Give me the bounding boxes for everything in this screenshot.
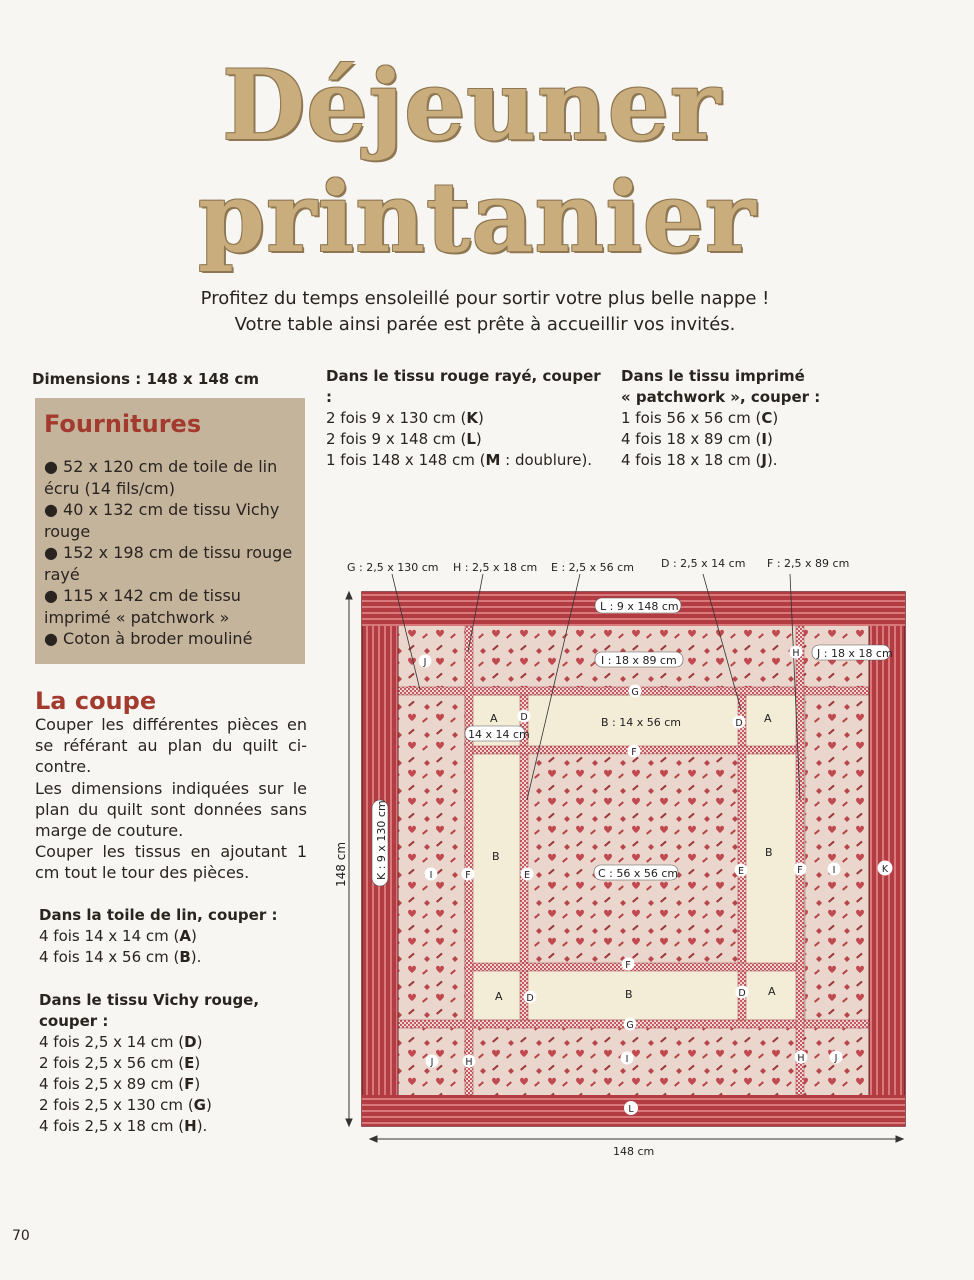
letter-a: A (490, 712, 498, 725)
page-number: 70 (12, 1228, 30, 1244)
coupe-title: La coupe (35, 687, 157, 715)
list-item: 2 fois 2,5 x 130 cm (G) (39, 1096, 212, 1114)
list-item: ● 115 x 142 cm de tissu imprimé « patchwork » (44, 586, 241, 627)
letter-b: B (765, 846, 773, 859)
list-item: 4 fois 18 x 18 cm (J). (621, 451, 778, 469)
coupe-p3: Couper les tissus en ajoutant 1 cm tout le tour des pièces. (35, 842, 307, 882)
list-item: 4 fois 14 x 56 cm (B). (39, 948, 202, 966)
list-item: 2 fois 9 x 148 cm (L) (326, 430, 482, 448)
circle-k (878, 861, 893, 876)
label-width: 148 cm (613, 1145, 655, 1158)
label-h-top: H : 2,5 x 18 cm (453, 561, 538, 574)
label-a14: 14 x 14 cm (468, 728, 530, 741)
letter-a: A (768, 985, 776, 998)
list-item: ● 52 x 120 cm de toile de lin écru (14 fils/cm) (44, 457, 278, 498)
intro-line-2: Votre table ainsi parée est prête à accueillir vos invités. (234, 314, 736, 335)
list-item: ● Coton à broder mouliné (44, 629, 253, 648)
svg-text:D: D (738, 988, 746, 999)
label-i: I : 18 x 89 cm (601, 654, 677, 667)
svg-text:I: I (832, 865, 836, 876)
svg-text:D: D (526, 993, 534, 1004)
list-item: 4 fois 2,5 x 14 cm (D) (39, 1033, 203, 1051)
list-item: 1 fois 56 x 56 cm (C) (621, 409, 779, 427)
svg-text:G: G (626, 1020, 634, 1031)
label-height: 148 cm (334, 841, 348, 887)
title-line-1: Déjeuner (222, 49, 722, 162)
label-g-top: G : 2,5 x 130 cm (347, 561, 439, 574)
circle-l (624, 1101, 638, 1115)
list-item: ● 40 x 132 cm de tissu Vichy rouge (44, 500, 280, 541)
letter-b: B (492, 850, 500, 863)
coupe-p2: Les dimensions indiquées sur le plan du quilt sont données sans marge de couture. (35, 779, 307, 840)
svg-text:J: J (834, 1053, 838, 1064)
fournitures-title: Fournitures (44, 410, 202, 438)
list-item: 1 fois 148 x 148 cm (M : doublure). (326, 451, 593, 469)
center-block-c (528, 755, 738, 965)
svg-text:E: E (523, 870, 531, 881)
list-item: 4 fois 14 x 14 cm (A) (39, 927, 197, 945)
svg-text:G: G (631, 687, 639, 698)
label-j: J : 18 x 18 cm (817, 647, 893, 660)
letter-a: A (495, 990, 503, 1003)
imprime-title-1: Dans le tissu imprimé (621, 367, 805, 385)
label-d-top: D : 2,5 x 14 cm (661, 557, 746, 570)
svg-text:E: E (737, 866, 745, 877)
strip-f-bottom (473, 963, 796, 971)
coupe-p1: Couper les différentes pièces en se référant au plan du quilt ci-contre. (35, 715, 307, 776)
svg-text:H: H (797, 1053, 805, 1064)
list-item: ● 152 x 198 cm de tissu rouge rayé (44, 543, 293, 584)
svg-text:I: I (625, 1054, 629, 1065)
list-item: 2 fois 9 x 130 cm (K) (326, 409, 484, 427)
svg-text:F: F (625, 960, 631, 971)
label-e-top: E : 2,5 x 56 cm (551, 561, 634, 574)
intro-line-1: Profitez du temps ensoleillé pour sortir votre plus belle nappe ! (200, 288, 770, 309)
list-item: 4 fois 2,5 x 89 cm (F) (39, 1075, 201, 1093)
svg-text:K: K (881, 864, 889, 875)
letter-a: A (764, 712, 772, 725)
svg-text:H: H (792, 648, 800, 659)
label-f-top: F : 2,5 x 89 cm (767, 557, 850, 570)
imprime-title-2: « patchwork », couper : (621, 388, 821, 406)
svg-text:J: J (430, 1057, 434, 1068)
dimensions: Dimensions : 148 x 148 cm (32, 370, 259, 388)
svg-text:I: I (429, 870, 433, 881)
label-c: C : 56 x 56 cm (598, 867, 679, 880)
strip-h-left (465, 626, 473, 1095)
lin-title: Dans la toile de lin, couper : (39, 906, 278, 924)
strip-h-right (796, 626, 804, 1095)
list-item: 4 fois 2,5 x 18 cm (H). (39, 1117, 208, 1135)
raye-title: Dans le tissu rouge rayé, couper : (326, 367, 601, 406)
svg-text:D: D (520, 712, 528, 723)
svg-text:H: H (465, 1057, 473, 1068)
svg-text:F: F (797, 865, 803, 876)
label-k: K : 9 x 130 cm (375, 800, 388, 880)
letter-b: B (625, 988, 633, 1001)
svg-text:J: J (423, 657, 427, 668)
svg-text:F: F (465, 870, 471, 881)
list-item: 4 fois 18 x 89 cm (I) (621, 430, 773, 448)
list-item: 2 fois 2,5 x 56 cm (E) (39, 1054, 201, 1072)
svg-text:D: D (735, 718, 743, 729)
title-line-2: printanier (198, 161, 757, 274)
svg-text:F: F (631, 747, 637, 758)
label-b: B : 14 x 56 cm (601, 716, 682, 729)
label-l: L : 9 x 148 cm (600, 600, 679, 613)
vichy-title: Dans le tissu Vichy rouge, couper : (39, 991, 260, 1030)
svg-text:L: L (628, 1104, 634, 1115)
